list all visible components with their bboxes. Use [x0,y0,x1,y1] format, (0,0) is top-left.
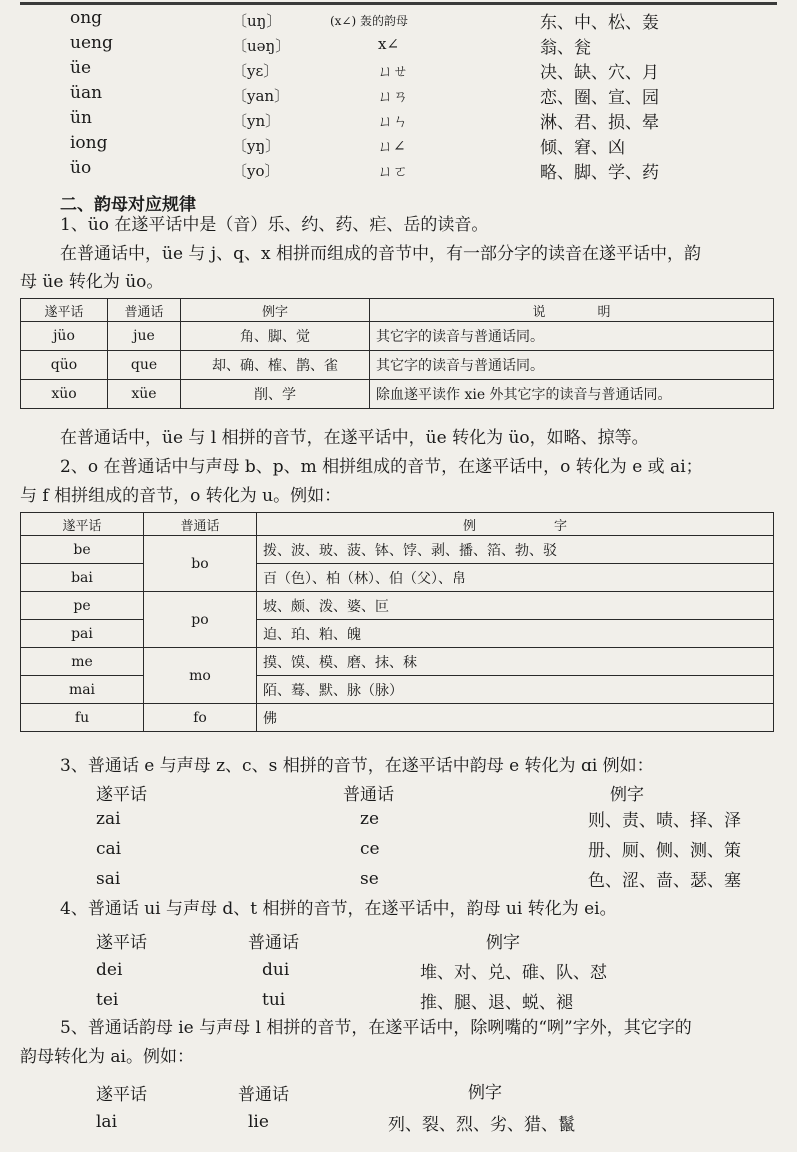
cell-suiping: pai [21,620,144,648]
list-putonghua: tui [262,990,286,1010]
row-zhuyin: ㄩ∠ [378,137,406,155]
cell-putonghua: fo [144,704,257,732]
list-header: 普通话 [343,785,394,805]
row-spelling: üo [70,158,92,178]
table-2-header: 遂平话 [21,513,144,536]
cell-examples: 迫、珀、粕、魄 [257,620,774,648]
list-header: 遂平话 [96,933,147,953]
paragraph-3-line-1: 2、o 在普通话中与声母 b、p、m 相拼组成的音节，在遂平话中，o 转化为 e 或 ai； [60,457,703,477]
list-suiping: lai [96,1112,118,1132]
row-ipa: 〔yan〕 [232,87,290,105]
paragraph-1-line-3: 母 üe 转化为 üo。 [20,272,164,292]
list-putonghua: ze [360,809,380,829]
row-spelling: üan [70,83,103,103]
row-spelling: üe [70,58,92,78]
cell-examples: 角、脚、觉 [181,322,370,351]
list-suiping: sai [96,869,121,889]
row-ipa: 〔yɛ〕 [232,62,279,80]
cell-suiping: fu [21,704,144,732]
cell-examples: 拨、波、玻、菠、钵、饽、剥、播、箔、勃、驳 [257,536,774,564]
table-2 [20,512,774,732]
list-header: 例字 [468,1083,502,1103]
cell-notes: 其它字的读音与普通话同。 [370,322,774,351]
list-header: 普通话 [238,1085,289,1105]
table-row [21,704,774,732]
list-examples: 推、腿、退、蜕、褪 [420,993,573,1013]
cell-suiping: be [21,536,144,564]
row-examples: 翁、瓮 [540,38,591,58]
cell-putonghua: mo [144,648,257,704]
row-spelling: ueng [70,33,113,53]
list-examples: 则、责、啧、择、泽 [588,811,741,831]
row-examples: 恋、圈、宣、园 [540,88,659,108]
table-row [21,380,774,409]
row-ipa: 〔yo〕 [232,162,280,180]
row-zhuyin: ㄩㄢ [378,87,409,105]
cell-suiping: jüo [21,322,108,351]
row-ipa: 〔uŋ〕 [232,12,282,30]
table-1-header: 遂平话 [21,299,108,322]
table-row [21,648,774,676]
list-putonghua: ce [360,839,380,859]
list-putonghua: dui [262,960,290,980]
paragraph-6-line-2: 韵母转化为 ai。例如： [20,1047,194,1067]
list-header: 遂平话 [96,1085,147,1105]
cell-putonghua: que [108,351,181,380]
cell-examples: 百（色）、柏（林）、伯（父）、帛 [257,564,774,592]
table-row [21,564,774,592]
table-1-header: 例字 [181,299,370,322]
cell-examples: 摸、馍、模、磨、抹、秣 [257,648,774,676]
cell-notes: 除血遂平读作 xie 外其它字的读音与普通话同。 [370,380,774,409]
cell-suiping: me [21,648,144,676]
cell-examples: 佛 [257,704,774,732]
row-examples: 决、缺、穴、月 [540,63,659,83]
paragraph-2: 在普通话中，üe 与 l 相拼的音节，在遂平话中，üe 转化为 üo，如略、掠等。 [60,428,649,448]
paragraph-4: 3、普通话 e 与声母 z、c、s 相拼的音节，在遂平话中韵母 e 转化为 ɑi 例如： [60,756,654,776]
list-suiping: dei [96,960,123,980]
top-rule [20,2,777,5]
row-examples: 淋、君、损、晕 [540,113,659,133]
list-header: 例字 [486,933,520,953]
cell-putonghua: bo [144,536,257,592]
table-1-header: 普通话 [108,299,181,322]
row-ipa: 〔yŋ〕 [232,137,281,155]
cell-examples: 陌、蓦、默、脉（脉） [257,676,774,704]
list-examples: 册、厕、侧、测、策 [588,841,741,861]
list-suiping: tei [96,990,119,1010]
list-putonghua: lie [248,1112,269,1132]
cell-examples: 却、确、榷、鹊、雀 [181,351,370,380]
cell-examples: 削、学 [181,380,370,409]
paragraph-5: 4、普通话 ui 与声母 d、t 相拼的音节，在遂平话中，韵母 ui 转化为 ei。 [60,899,617,919]
list-examples: 堆、对、兑、碓、队、怼 [420,963,607,983]
cell-putonghua: po [144,592,257,648]
table-row [21,620,774,648]
paragraph-6-line-1: 5、普通话韵母 ie 与声母 l 相拼的音节，在遂平话中，除咧嘴的“咧”字外，其它字的 [60,1018,692,1038]
section-heading: 二、韵母对应规律 [60,195,196,215]
list-header: 遂平话 [96,785,147,805]
list-examples: 列、裂、烈、劣、猎、鬣 [388,1115,575,1135]
table-row [21,592,774,620]
table-1 [20,298,774,409]
cell-suiping: xüo [21,380,108,409]
row-zhuyin: ㄩㄝ [378,62,409,80]
list-header: 普通话 [248,933,299,953]
cell-suiping: mai [21,676,144,704]
row-examples: 倾、窘、凶 [540,138,625,158]
table-2-header: 普通话 [144,513,257,536]
row-ipa: 〔yn〕 [232,112,281,130]
list-examples: 色、涩、啬、瑟、塞 [588,871,741,891]
table-row [21,322,774,351]
cell-suiping: pe [21,592,144,620]
list-putonghua: se [360,869,379,889]
table-2-header: 例 字 [257,513,774,536]
paragraph-1-line-1: 1、üo 在遂平话中是（音）乐、约、药、疟、岳的读音。 [60,215,489,235]
row-spelling: ün [70,108,92,128]
row-spelling: ong [70,8,103,28]
cell-examples: 坡、颇、泼、婆、叵 [257,592,774,620]
table-row [21,351,774,380]
row-zhuyin: ㄩㄛ [378,162,409,180]
table-row [21,676,774,704]
row-spelling: iong [70,133,108,153]
cell-suiping: bai [21,564,144,592]
row-examples: 略、脚、学、药 [540,163,659,183]
cell-suiping: qüo [21,351,108,380]
paragraph-3-line-2: 与 f 相拼组成的音节，o 转化为 u。例如： [20,486,342,506]
list-suiping: zai [96,809,121,829]
row-examples: 东、中、松、轰 [540,13,659,33]
list-header: 例字 [610,785,644,805]
row-zhuyin: (x∠) 轰的韵母 [330,14,409,28]
cell-putonghua: xüe [108,380,181,409]
paragraph-1-line-2: 在普通话中，üe 与 j、q、x 相拼而组成的音节中，有一部分字的读音在遂平话中，韵 [60,244,701,264]
row-zhuyin: x∠ [378,35,400,53]
cell-putonghua: jue [108,322,181,351]
table-1-header: 说 明 [370,299,774,322]
row-zhuyin: ㄩㄣ [378,112,409,130]
row-ipa: 〔uəŋ〕 [232,37,291,55]
list-suiping: cai [96,839,122,859]
cell-notes: 其它字的读音与普通话同。 [370,351,774,380]
table-row [21,536,774,564]
